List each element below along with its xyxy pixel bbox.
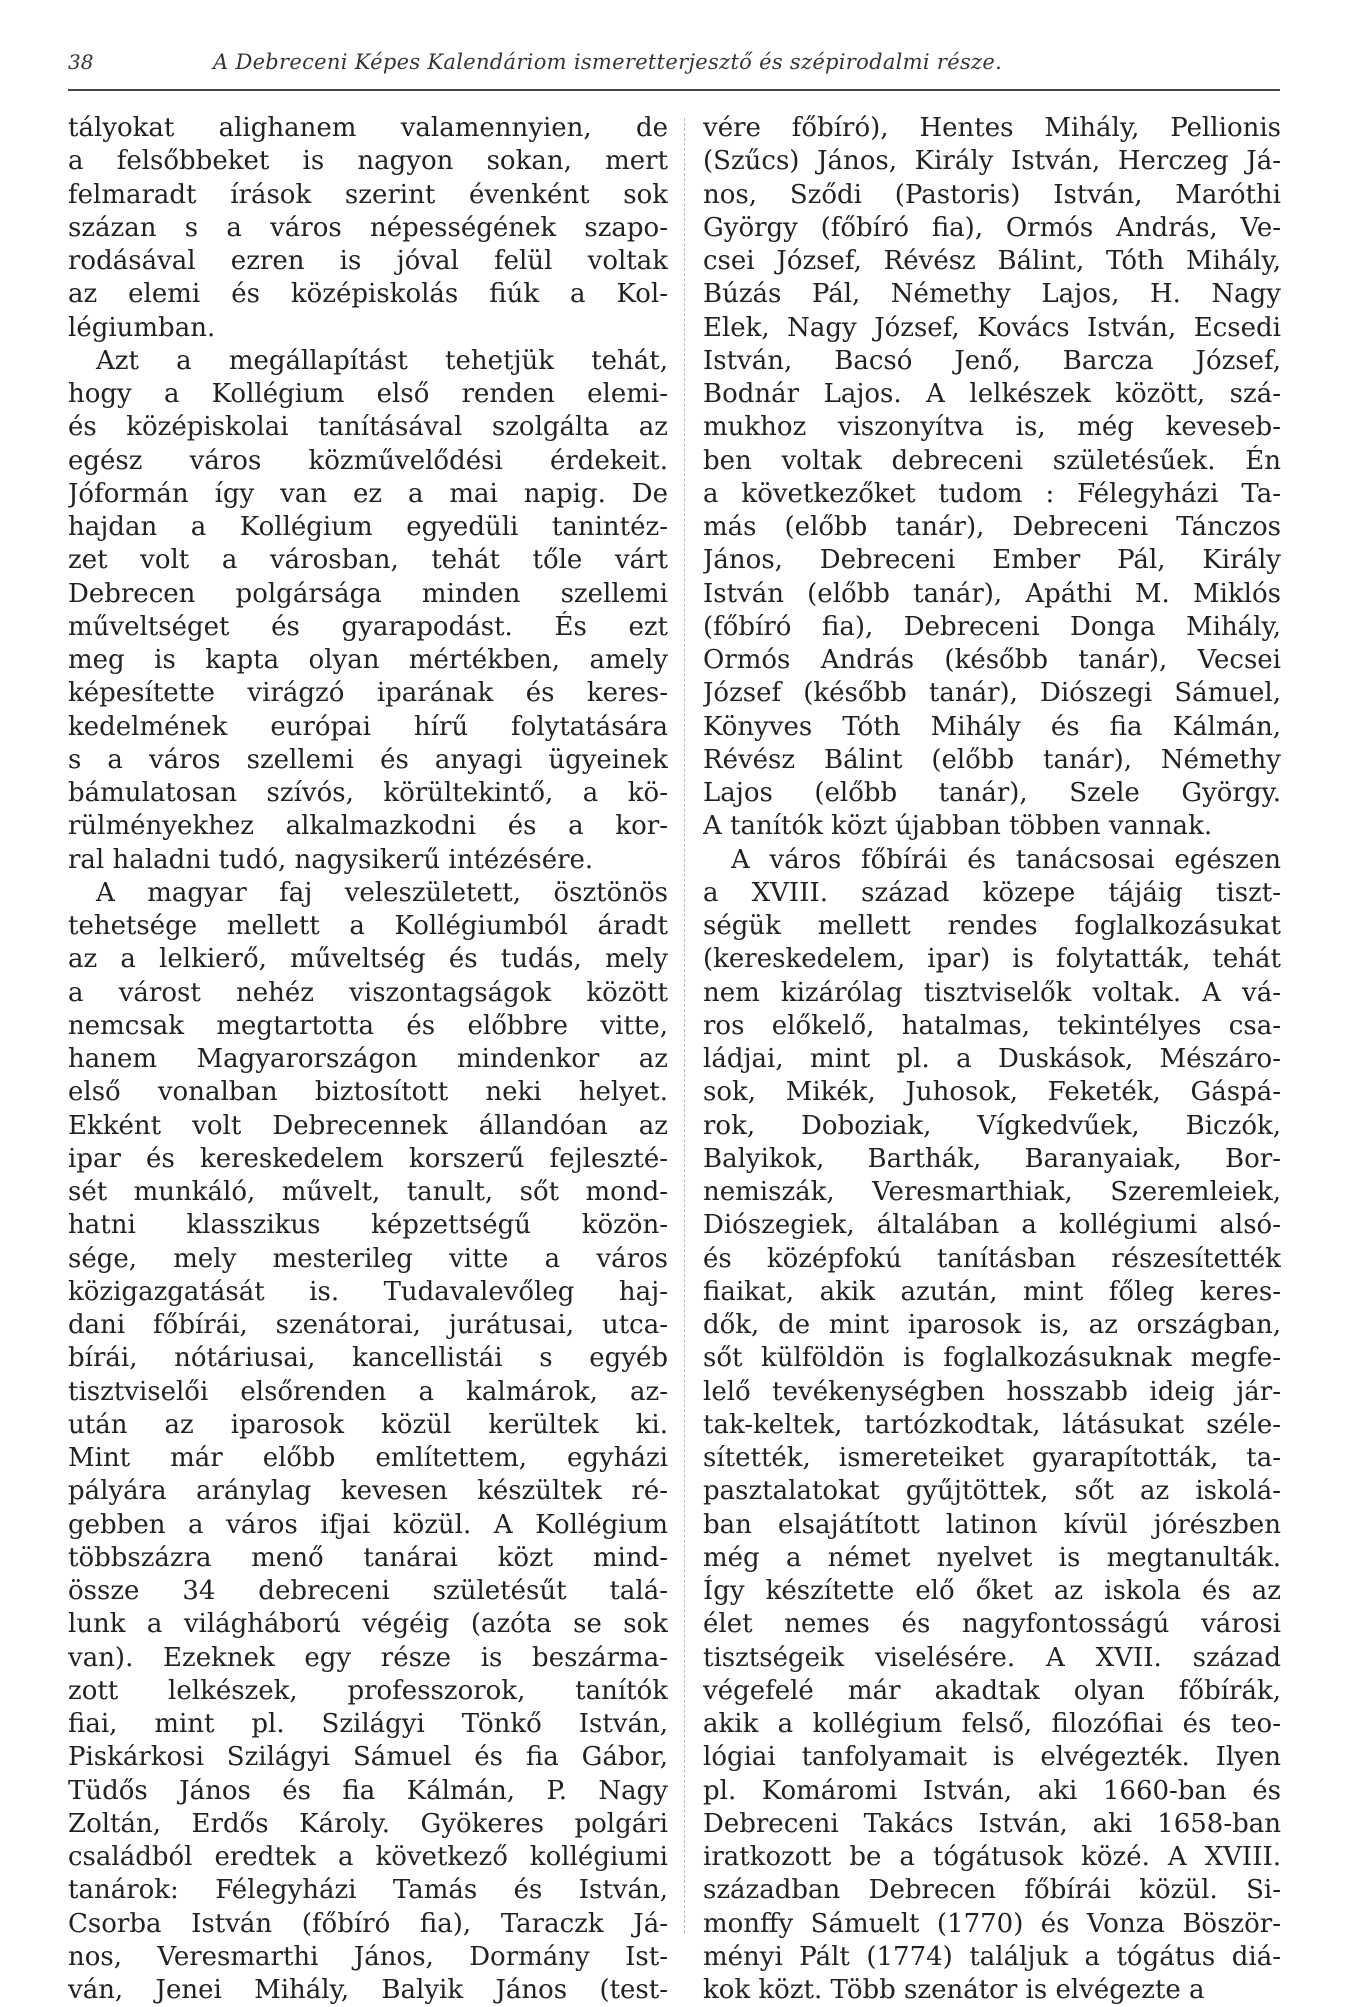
text-line: közigazgatását is. Tudavalevőleg haj-: [68, 1276, 668, 1307]
text-line: a következőket tudom : Félegyházi Ta-: [703, 478, 1281, 509]
text-line: sét munkáló, művelt, tanult, sőt mond-: [68, 1177, 668, 1207]
running-header: [68, 44, 1268, 88]
text-line: Révész Bálint (előbb tanár), Némethy: [703, 744, 1281, 775]
text-line: fiai, mint pl. Szilágyi Tönkő István,: [68, 1709, 668, 1739]
text-line: Tüdős János és fia Kálmán, P. Nagy: [68, 1775, 668, 1806]
text-line: lelő tevékenységben hosszabb ideig jár-: [703, 1376, 1281, 1407]
text-line: ván, Jenei Mihály, Balyik János (test-: [68, 1975, 668, 2005]
text-line: István, Bacsó Jenő, Barcza József,: [703, 345, 1281, 376]
text-line: rülményekhez alkalmazkodni és a kor-: [68, 811, 668, 842]
text-line: pl. Komáromi István, aki 1660-ban és: [703, 1775, 1281, 1806]
text-line: (Szűcs) János, Király István, Herczeg Já-: [703, 146, 1281, 177]
text-line: családból eredtek a következő kollégiumi: [68, 1842, 668, 1872]
text-line: ros előkelő, hatalmas, tekintélyes csa-: [703, 1010, 1281, 1041]
text-line: A tanítók közt újabban többen vannak.: [703, 811, 1213, 842]
text-line: hajdan a Kollégium egyedüli tanintéz-: [68, 512, 668, 542]
text-line: meg is kapta olyan mértékben, amely: [68, 645, 668, 675]
page-number: 38: [68, 50, 94, 74]
text-line: Ekként volt Debrecennek állandóan az: [68, 1110, 668, 1141]
text-line: István (előbb tanár), Apáthi M. Miklós: [703, 578, 1281, 609]
text-line: nemcsak megtartotta és előbbre vitte,: [68, 1010, 668, 1041]
text-line: van). Ezeknek egy része is beszárma-: [68, 1642, 668, 1673]
text-line: után az iparosok közül kerültek ki.: [68, 1409, 668, 1440]
text-line: Piskárkosi Szilágyi Sámuel és fia Gábor,: [68, 1742, 668, 1773]
text-line: A magyar faj veleszületett, ösztönös: [96, 877, 668, 908]
text-line: vére főbíró), Hentes Mihály, Pellionis: [703, 113, 1281, 143]
text-line: pasztalatokat gyűjtöttek, sőt az iskolá-: [703, 1476, 1281, 1507]
text-line: kedelmének európai hírű folytatására: [68, 711, 668, 742]
text-line: Zoltán, Erdős Károly. Gyökeres polgári: [68, 1808, 668, 1839]
text-line: bámulatosan szívós, körültekintő, a kö-: [68, 778, 668, 808]
text-line: tályokat alighanem valamennyien, de: [68, 113, 668, 143]
text-line: hanem Magyarországon mindenkor az: [68, 1044, 668, 1074]
text-line: mukhoz viszonyítva is, még keveseb-: [703, 412, 1281, 443]
text-line: dani főbírái, szenátorai, jurátusai, utca-: [68, 1310, 668, 1340]
text-line: légiumban.: [68, 312, 216, 343]
right-column: [703, 112, 1281, 2007]
text-line: gebben a város ifjai közül. A Kollégium: [68, 1509, 668, 1540]
text-line: Mint már előbb említettem, egyházi: [68, 1443, 668, 1473]
text-line: tanárok: Félegyházi Tamás és István,: [68, 1875, 668, 1906]
text-line: az a lelkierő, műveltség és tudás, mely: [68, 944, 668, 975]
text-line: lunk a világháború végéig (azóta se sok: [68, 1609, 668, 1640]
text-line: sége, mely mesterileg vitte a város: [68, 1243, 668, 1274]
text-line: Könyves Tóth Mihály és fia Kálmán,: [703, 711, 1281, 742]
text-line: ményi Pált (1774) találjuk a tógátus diá-: [703, 1941, 1281, 1972]
text-line: a várost nehéz viszontagságok között: [68, 977, 668, 1008]
text-line: János, Debreceni Ember Pál, Király: [703, 545, 1281, 576]
text-line: tehetsége mellett a Kollégiumból áradt: [68, 911, 668, 941]
text-line: Bodnár Lajos. A lelkészek között, szá-: [703, 379, 1281, 409]
text-line: Ormós András (később tanár), Vecsei: [703, 645, 1281, 675]
text-line: egész város közművelődési érdekeit.: [68, 445, 668, 476]
text-line: fiaikat, akik azután, mint főleg keres-: [703, 1276, 1281, 1307]
text-line: a XVIII. század közepe tájáig tiszt-: [703, 877, 1281, 908]
text-line: élet nemes és nagyfontosságú városi: [703, 1609, 1281, 1640]
text-line: hatni klasszikus képzettségű közön-: [68, 1210, 668, 1241]
text-line: más (előbb tanár), Debreceni Tánczos: [703, 512, 1281, 542]
text-line: és középfokú tanításban részesítették: [703, 1243, 1281, 1274]
text-line: monffy Sámuelt (1770) és Vonza Böször-: [703, 1908, 1281, 1939]
text-line: rok, Doboziak, Vígkedvűek, Biczók,: [703, 1110, 1281, 1141]
text-line: nemiszák, Veresmarthiak, Szeremleiek,: [703, 1177, 1281, 1207]
text-line: lógiai tanfolyamait is elvégezték. Ilyen: [703, 1742, 1281, 1773]
text-line: zott lelkészek, professzorok, tanítók: [68, 1675, 668, 1706]
left-column: [68, 112, 668, 2007]
text-line: Debreceni Takács István, aki 1658-ban: [703, 1808, 1281, 1839]
text-line: s a város szellemi és anyagi ügyeinek: [68, 744, 668, 775]
header-rule: [68, 89, 1280, 91]
text-line: műveltséget és gyarapodást. És ezt: [68, 611, 668, 642]
text-line: felmaradt írások szerint évenként sok: [68, 179, 668, 210]
text-line: többszázra menő tanárai közt mind-: [68, 1542, 668, 1573]
text-line: képesítette virágzó iparának és keres-: [68, 678, 668, 709]
text-line: nos, Sződi (Pastoris) István, Maróthi: [703, 179, 1281, 210]
text-line: pályára aránylag kevesen készültek ré-: [68, 1476, 668, 1507]
text-line: sítették, ismereteiket gyarapították, ta-: [703, 1443, 1281, 1473]
text-line: Diószegiek, általában a kollégiumi alsó-: [703, 1210, 1281, 1241]
text-line: Debrecen polgársága minden szellemi: [68, 578, 668, 609]
text-line: József (később tanár), Diószegi Sámuel,: [703, 678, 1281, 709]
text-line: kok közt. Több szenátor is elvégezte a: [703, 1975, 1205, 2005]
text-line: tak-keltek, tartózkodtak, látásukat széle-: [703, 1409, 1281, 1440]
text-line: A város főbírái és tanácsosai egészen: [731, 844, 1281, 875]
text-line: csei József, Révész Bálint, Tóth Mihály,: [703, 246, 1281, 276]
text-line: tisztviselői elsőrenden a kalmárok, az-: [68, 1376, 668, 1407]
text-line: nem kizárólag tisztviselők voltak. A vá-: [703, 977, 1281, 1008]
text-line: első vonalban biztosított neki helyet.: [68, 1077, 668, 1108]
text-line: ben voltak debreceni születésűek. Én: [703, 445, 1281, 476]
text-line: végefelé már akadtak olyan főbírák,: [703, 1675, 1281, 1706]
text-line: bírái, nótáriusai, kancellistái s egyéb: [68, 1343, 668, 1374]
text-line: még a német nyelvet is megtanulták.: [703, 1542, 1281, 1573]
text-line: Így készítette elő őket az iskola és az: [703, 1576, 1281, 1606]
text-line: Búzás Pál, Némethy Lajos, H. Nagy: [703, 279, 1281, 310]
text-line: össze 34 debreceni születésűt talá-: [68, 1576, 668, 1606]
text-line: és középiskolai tanításával szolgálta az: [68, 412, 668, 443]
text-line: sok, Mikék, Juhosok, Feketék, Gáspá-: [703, 1077, 1281, 1108]
text-line: a felsőbbeket is nagyon sokan, mert: [68, 146, 668, 177]
text-line: zet volt a városban, tehát tőle várt: [68, 545, 668, 576]
text-line: az elemi és középiskolás fiúk a Kol-: [68, 279, 668, 310]
text-line: százan s a város népességének szapo-: [68, 212, 668, 243]
text-line: Balyikok, Barthák, Baranyaiak, Bor-: [703, 1143, 1281, 1174]
text-line: ládjai, mint pl. a Duskások, Mészáro-: [703, 1044, 1281, 1074]
text-line: ipar és kereskedelem korszerű fejleszté-: [68, 1143, 668, 1174]
text-line: akik a kollégium felső, filozófiai és teo-: [703, 1709, 1281, 1739]
text-line: Lajos (előbb tanár), Szele György.: [703, 778, 1281, 808]
text-line: (kereskedelem, ipar) is folytatták, tehát: [703, 944, 1281, 975]
text-line: György (főbíró fia), Ormós András, Ve-: [703, 212, 1281, 243]
running-title: A Debreceni Képes Kalendáriom ismeretterjesztő és szépirodalmi része.: [213, 50, 1003, 74]
text-line: ban elsajátított latinon kívül jórészben: [703, 1509, 1281, 1540]
text-line: hogy a Kollégium első renden elemi-: [68, 379, 668, 409]
text-line: sőt külföldön is foglalkozásuknak megfe-: [703, 1343, 1281, 1374]
text-line: dők, de mint iparosok is, az országban,: [703, 1310, 1281, 1340]
text-line: (főbíró fia), Debreceni Donga Mihály,: [703, 611, 1281, 642]
text-line: rodásával ezren is jóval felül voltak: [68, 246, 668, 276]
text-line: ségük mellett rendes foglalkozásukat: [703, 911, 1281, 941]
text-line: ral haladni tudó, nagysikerű intézésére.: [68, 844, 594, 875]
text-line: Csorba István (főbíró fia), Taraczk Já-: [68, 1908, 668, 1939]
text-line: Jóformán így van ez a mai napig. De: [68, 478, 668, 509]
text-line: században Debrecen főbírái közül. Si-: [703, 1875, 1281, 1906]
text-line: iratkozott be a tógátusok közé. A XVIII.: [703, 1842, 1281, 1872]
text-line: tisztségeik viselésére. A XVII. század: [703, 1642, 1281, 1673]
text-line: Elek, Nagy József, Kovács István, Ecsedi: [703, 312, 1281, 343]
text-line: nos, Veresmarthi János, Dormány Ist-: [68, 1941, 668, 1972]
column-divider: [684, 118, 685, 1933]
text-line: Azt a megállapítást tehetjük tehát,: [96, 345, 668, 376]
